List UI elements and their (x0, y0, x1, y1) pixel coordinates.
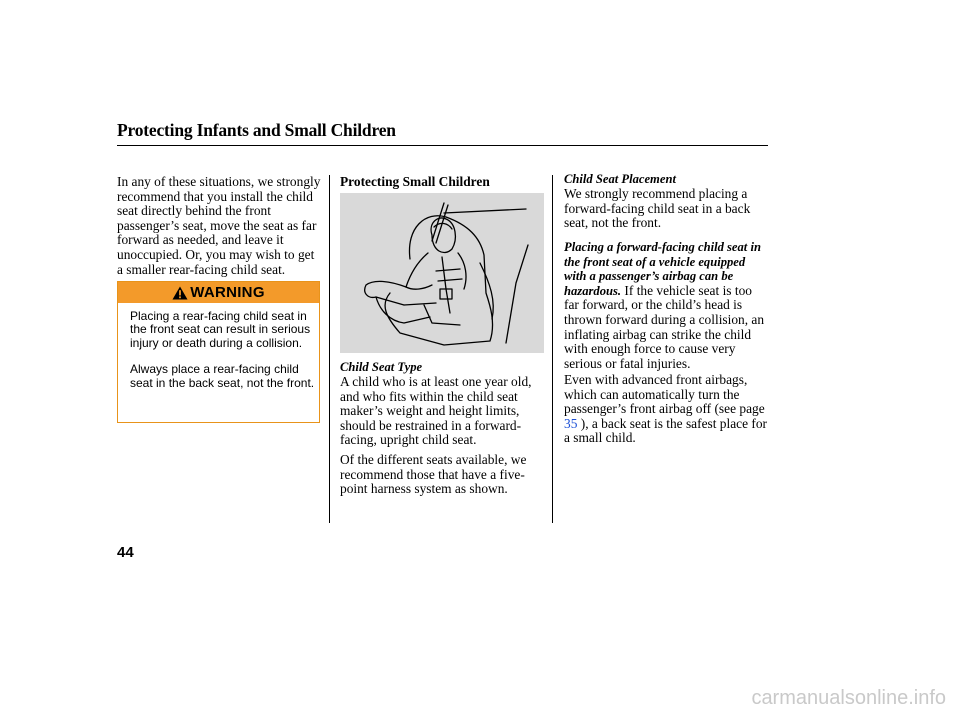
warning-box (117, 281, 320, 423)
col3-paragraph-2 (564, 240, 770, 371)
watermark: carmanualsonline.info (751, 687, 946, 709)
warning-text-1: Placing a rear-facing child seat in the front seat can result in serious injury or death during a collision. (130, 309, 311, 350)
col1-paragraph: In any of these situations, we strongly recommend that you install the child seat directly behind the front passenger’s seat, move the seat as far forward as needed, and leave it unoccupied. Or, you may wish to get a smaller rear-facing child seat. (117, 174, 321, 277)
col3-paragraph-1: We strongly recommend placing a forward-facing child seat in a back seat, not the front. (564, 186, 751, 231)
warning-text (130, 310, 315, 390)
col2-paragraph-1: A child who is at least one year old, and who fits within the child seat maker’s weight and height limits, should be restrained in a forward-facing, upright child seat. (340, 374, 532, 448)
page-title: Protecting Infants and Small Children (117, 120, 396, 140)
column-divider-2 (552, 175, 553, 523)
child-seat-illustration (340, 193, 544, 353)
child-seat-drawing (340, 193, 544, 353)
col3-paragraph-3 (564, 373, 770, 446)
title-rule (117, 145, 768, 146)
col3-paragraph-3-end: ), a back seat is the safest place for a small child. (564, 415, 768, 446)
col2-paragraph-2: Of the different seats available, we recommend those that have a five-point harness system as shown. (340, 452, 527, 497)
warning-bar (118, 282, 319, 303)
warning-text-2: Always place a rear-facing child seat in the back seat, not the front. (130, 362, 315, 390)
warning-label: WARNING (190, 284, 265, 301)
col3-paragraph-3-start: Even with advanced front airbags, which can automatically turn the passenger’s front airbag off (see page (564, 372, 765, 417)
airbag-hazard-lead: Placing a forward-facing child seat in the front seat of a vehicle equipped with a passenger’s airbag can be hazardous. (564, 240, 761, 298)
page-number: 44 (117, 544, 134, 561)
page-35-link[interactable]: 35 (564, 415, 578, 431)
airbag-hazard-text: If the vehicle seat is too far forward, or the child’s head is thrown forward during a collision, an inflating airbag can strike the child with enough force to cause very serious or fatal injuries. (564, 282, 765, 371)
column-divider-1 (329, 175, 330, 523)
child-seat-placement-heading: Child Seat Placement (564, 172, 676, 186)
child-seat-type-heading: Child Seat Type (340, 360, 423, 374)
section-heading: Protecting Small Children (340, 174, 490, 189)
warning-triangle-icon (172, 286, 188, 300)
